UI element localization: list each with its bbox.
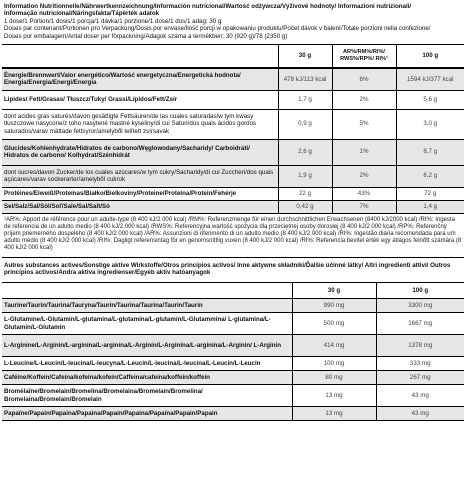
ingredient-label: Papaïne/Papain/Papaína/Papaina/Papaín/Papaina/Papaína/Papain/Papain bbox=[2, 407, 292, 421]
nutrition-title: Information Nutritionnelle/Nährwertkennzeichnung/Información nutricional/Wartość odżywcza/Výživové hodnoty/ Informazioni nutrizionali/ bbox=[4, 3, 412, 10]
nutrient-label: dont acides gras saturés/davon gesättigte Fettsäuren/de las cuales saturadas/w tym kwasy tłuszczowe nasycone/z toho nasýtené mastné kyseliny/di cui Saturi/dos quais ácidos gordos saturados/varav mättade fettsyror/amelyből telített zsírsavak bbox=[2, 109, 278, 139]
nutrition-column-header bbox=[2, 45, 464, 69]
value-reference-intake: 2% bbox=[332, 165, 396, 187]
value-30g: 22 g bbox=[278, 187, 332, 200]
col-100g: 100 g bbox=[396, 45, 464, 69]
value-reference-intake: 1% bbox=[332, 139, 396, 165]
value-100g: 72 g bbox=[396, 187, 464, 200]
reference-intake-footnote: ¹AR%: Apport de référence pour un adulte-type (8 400 kJ/2 000 kcal) /RM%: Referenzmenge für einen durchschnittlichen Erwachsenen (8400 kJ/2000 kcal) /RI%: Ingesta de referencia de un adulto medio (8 400 kJ/2 000 kcal) /RWS%: Referencyjna wartość spożycia dla przeciętnej osoby dorosłej (8 400 kJ/2 000 kcal) /RP%: Referenčný príjem priemerného dospelého (8 400 kJ/2 000 kcal) /AR%: Assunzioni di riferimento di un adulto medio (8 400 kJ/2 000 kcal) /RI%: Ingestão diária recomendada para um adulto médio (8 400 kJ/2 000 kcal) /RI%: Dagligt referensintag för en genomsnittlig vuxen (8 400 kJ/2 000 kcal) /RI%: Referencia bevitel érték egy átlagos felnőtt számára (8 400 kJ/2 000 kcal) bbox=[2, 214, 464, 258]
value-100g: 267 mg bbox=[376, 371, 464, 385]
header-blank bbox=[2, 45, 278, 69]
value-30g: 990 mg bbox=[292, 299, 376, 313]
servings-per-container: Doses par contenant/Portionen pro Verpackung/Dosis por envase/Ilość porcji w opakowaniu produktu/Počet dávok v balení/Totale porzioni nella confezione/ bbox=[4, 25, 431, 33]
ingredient-label: Bromélaïne/Bromelain/Bromelina/Bromelaina/Bromelaín/Bromelina/ Bromelaína/Bromelain/Bromelain bbox=[2, 385, 292, 407]
value-30g: 1,9 g bbox=[278, 165, 332, 187]
active-ingredient-row bbox=[2, 313, 464, 335]
nutrient-label: Sel/Salz/Sal/Sól/Soľ/Sale/Sal/Salt/Só bbox=[2, 200, 278, 213]
value-reference-intake: 5% bbox=[332, 109, 396, 139]
active-ingredient-row bbox=[2, 407, 464, 421]
value-100g: 1594 kJ/377 kcal bbox=[396, 68, 464, 90]
nutrition-title-2: Informação nutricional/Näringsfakta/Tápérték adatok bbox=[4, 10, 160, 18]
nutrition-header bbox=[2, 0, 464, 40]
value-30g: 13 mg bbox=[292, 385, 376, 407]
col-reference-intake: AR%/RM%/RI%/ RWS%/RP%/ RI%¹ bbox=[332, 45, 396, 69]
nutrient-row bbox=[2, 165, 464, 187]
value-100g: 1667 mg bbox=[376, 313, 464, 335]
value-100g: 6,2 g bbox=[396, 165, 464, 187]
value-100g: 1,4 g bbox=[396, 200, 464, 213]
header-blank bbox=[2, 283, 292, 299]
value-100g: 8,7 g bbox=[396, 139, 464, 165]
nutrient-row bbox=[2, 68, 464, 90]
actives-column-header bbox=[2, 283, 464, 299]
value-30g: 80 mg bbox=[292, 371, 376, 385]
nutrient-row bbox=[2, 187, 464, 200]
active-ingredient-row bbox=[2, 335, 464, 357]
nutrient-label: Énergie/Brennwert/Valor energético/Wartość energetyczna/Energetická hodnota/ Energia/Energia/Energi/Energia bbox=[2, 68, 278, 90]
ingredient-label: Taurine/Taurin/Taurina/Tauryna/Taurín/Taurina/Taurina/Taurin/Taurin bbox=[2, 299, 292, 313]
nutrition-table bbox=[2, 44, 464, 214]
col-30g: 30 g bbox=[292, 283, 376, 299]
value-100g: 1378 mg bbox=[376, 335, 464, 357]
actives-heading: Autres substances actives/Sonstige aktive Wirkstoffe/Otros principios activos/ Inne aktywne składniki/Ďalšie účinné látky/ Altri ingredienti attivi/ Outros princípios activos/Andra aktiva ingredienser/Egyéb aktív hatóanyagok bbox=[2, 258, 464, 283]
value-100g: 5,6 g bbox=[396, 90, 464, 109]
nutrient-label: dont sucres/davon Zucker/de los cuales azúcares/w tym cukry/Sacharidy/di cui Zuccheri/dos quais açúcares/varav sockerarter/amelyből cukrok bbox=[2, 165, 278, 187]
ingredient-label: L-Glutamine/L-Glutamin/L-glutamina/L-glutamina/L-glutamín/L-Glutammina/ L-glutamina/L-Glutamin/L-Glutamin bbox=[2, 313, 292, 335]
nutrient-row bbox=[2, 200, 464, 213]
value-100g: 3,0 g bbox=[396, 109, 464, 139]
value-reference-intake: 7% bbox=[332, 200, 396, 213]
serving-size: 1 dose/1 Portion/1 dosis/1 porcja/1 dávka/1 porzione/1 dose/1 dos/1 adag: 30 g bbox=[4, 17, 222, 25]
nutrient-label: Glucides/Kohlenhydrate/Hidratos de carbono/Węglowodany/Sacharidy/ Carboidrati/ Hidratos de carbono/ Kolhydrat/Szénhidrát bbox=[2, 139, 278, 165]
value-reference-intake: 6% bbox=[332, 68, 396, 90]
value-30g: 13 mg bbox=[292, 407, 376, 421]
col-100g: 100 g bbox=[376, 283, 464, 299]
value-reference-intake: 43% bbox=[332, 187, 396, 200]
actives-table bbox=[2, 283, 464, 422]
ingredient-label: L-Leucine/L-Leucin/L-leucina/L-leucyna/L-Leucín/L-leucina/L-leucina/L-Leucin/L-Leucin bbox=[2, 357, 292, 371]
value-30g: 478 kJ/113 kcal bbox=[278, 68, 332, 90]
nutrient-label: Protéines/Eiweiß/Proteínas/Białko/Bielkoviny/Proteine/Proteína/Protein/Fehérje bbox=[2, 187, 278, 200]
value-reference-intake: 2% bbox=[332, 90, 396, 109]
ingredient-label: L-Arginine/L-Arginin/L-arginina/L-arginina/L-Arginín/L-Arginina/L-arginina/L-Arginin/ L-Arginin bbox=[2, 335, 292, 357]
value-100g: 333 mg bbox=[376, 357, 464, 371]
active-ingredient-row bbox=[2, 385, 464, 407]
active-ingredient-row bbox=[2, 371, 464, 385]
servings-per-container-2: Doses por embalagem/Antal doser per förpackning/Adagok száma a termékben: 30 (920 g)/78 (2350 g) bbox=[4, 32, 288, 40]
col-30g: 30 g bbox=[278, 45, 332, 69]
value-100g: 43 mg bbox=[376, 407, 464, 421]
ingredient-label: Caféine/Koffein/Cafeína/kofeina/kofeín/Caffeina/cafeína/koffein/koffein bbox=[2, 371, 292, 385]
label-sheet bbox=[2, 0, 464, 421]
nutrient-row bbox=[2, 139, 464, 165]
value-30g: 0,42 g bbox=[278, 200, 332, 213]
value-100g: 43 mg bbox=[376, 385, 464, 407]
active-ingredient-row bbox=[2, 357, 464, 371]
nutrient-label: Lipides/ Fett/Grasas/ Tłuszcz/Tuky/ Grassi/Lípidos/Fett/Zsír bbox=[2, 90, 278, 109]
active-ingredient-row bbox=[2, 299, 464, 313]
nutrient-row bbox=[2, 109, 464, 139]
value-100g: 3300 mg bbox=[376, 299, 464, 313]
value-30g: 0,9 g bbox=[278, 109, 332, 139]
value-30g: 414 mg bbox=[292, 335, 376, 357]
nutrient-row bbox=[2, 90, 464, 109]
value-30g: 500 mg bbox=[292, 313, 376, 335]
value-30g: 2,6 g bbox=[278, 139, 332, 165]
value-30g: 1,7 g bbox=[278, 90, 332, 109]
value-30g: 100 mg bbox=[292, 357, 376, 371]
